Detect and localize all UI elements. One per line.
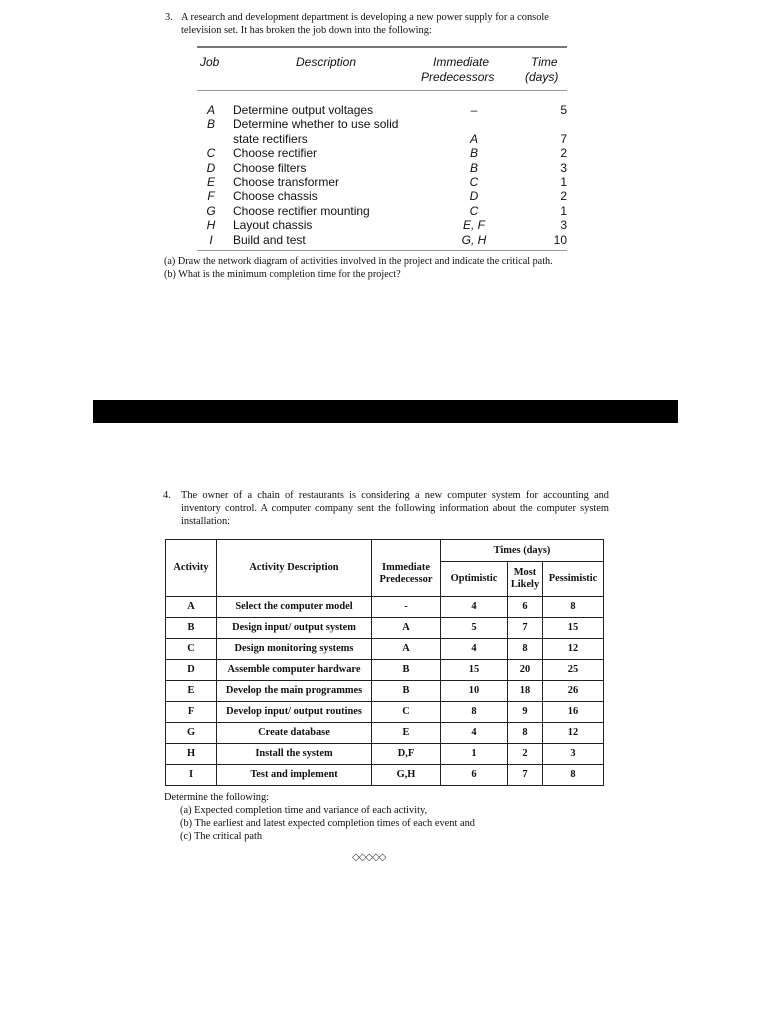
header-pessimistic: Pessimistic xyxy=(543,562,604,597)
optimistic-cell: 6 xyxy=(441,765,508,786)
job-cell: I xyxy=(209,232,213,247)
header-time-line-2: (days) xyxy=(525,70,559,84)
end-ornament: ◇◇◇◇◇ xyxy=(352,852,386,863)
description-cell: Develop the main programmes xyxy=(217,681,372,702)
header-likely-line-2: Likely xyxy=(510,579,540,590)
predecessor-cell: B xyxy=(469,146,478,161)
activity-table-body xyxy=(166,597,604,786)
description-cell: Select the computer model xyxy=(217,597,372,618)
table-row xyxy=(166,597,604,618)
job-row xyxy=(197,103,567,117)
description-cell: Build and test xyxy=(233,232,306,247)
most-likely-cell: 7 xyxy=(508,765,543,786)
job-cell: A xyxy=(206,103,215,117)
determine-item-a: (a) Expected completion time and variance of each activity, xyxy=(180,805,428,816)
table-row xyxy=(166,765,604,786)
table-row xyxy=(166,681,604,702)
table-row xyxy=(166,639,604,660)
most-likely-cell: 7 xyxy=(508,618,543,639)
optimistic-cell: 8 xyxy=(441,702,508,723)
question-4-text: The owner of a chain of restaurants is considering a new computer system for accounting and inventory control. A computer company sent the following information about the computer system installation: xyxy=(181,490,609,527)
predecessor-cell xyxy=(435,117,513,131)
header-description: Description xyxy=(295,55,357,69)
job-row xyxy=(197,117,567,131)
description-cell: Layout chassis xyxy=(233,218,313,233)
predecessor-cell: D,F xyxy=(372,744,441,765)
determine-item-b: (b) The earliest and latest expected completion times of each event and xyxy=(180,818,475,829)
pessimistic-cell: 8 xyxy=(543,597,604,618)
description-cell: Determine output voltages xyxy=(233,103,374,117)
table-row xyxy=(166,618,604,639)
predecessor-cell: C xyxy=(469,203,479,218)
time-cell: 1 xyxy=(560,175,567,190)
pessimistic-cell: 12 xyxy=(543,723,604,744)
job-cell xyxy=(197,132,225,146)
header-most-likely xyxy=(508,562,543,597)
activity-cell: H xyxy=(166,744,217,765)
activity-cell: C xyxy=(166,639,217,660)
time-cell: 3 xyxy=(560,218,567,233)
predecessor-cell: C xyxy=(372,702,441,723)
redaction-bar xyxy=(93,400,678,423)
most-likely-cell: 20 xyxy=(508,660,543,681)
table-row xyxy=(166,702,604,723)
pessimistic-cell: 26 xyxy=(543,681,604,702)
header-activity-description: Activity Description xyxy=(217,540,372,597)
header-pred-line-2: Predecessors xyxy=(421,70,495,84)
most-likely-cell: 18 xyxy=(508,681,543,702)
pessimistic-cell: 25 xyxy=(543,660,604,681)
predecessor-cell: B xyxy=(372,681,441,702)
time-cell: 3 xyxy=(560,160,567,175)
description-cell: Test and implement xyxy=(217,765,372,786)
pessimistic-cell: 16 xyxy=(543,702,604,723)
job-cell: E xyxy=(206,175,215,190)
job-row xyxy=(197,204,567,218)
optimistic-cell: 4 xyxy=(441,639,508,660)
pessimistic-cell: 3 xyxy=(543,744,604,765)
time-cell: 5 xyxy=(560,103,567,117)
job-table-header xyxy=(197,48,567,85)
job-cell: B xyxy=(206,117,215,132)
optimistic-cell: 4 xyxy=(441,723,508,744)
activity-cell: D xyxy=(166,660,217,681)
job-row xyxy=(197,233,567,247)
header-times-days: Times (days) xyxy=(441,540,604,562)
description-cell: Choose rectifier xyxy=(233,146,318,161)
question-3-text-line-2: television set. It has broken the job down into the following: xyxy=(181,25,432,36)
question-3-parts xyxy=(164,255,553,281)
job-table xyxy=(197,46,567,251)
activity-cell: A xyxy=(166,597,217,618)
header-optimistic: Optimistic xyxy=(441,562,508,597)
question-4-determine xyxy=(164,791,475,843)
optimistic-cell: 4 xyxy=(441,597,508,618)
description-cell: Choose transformer xyxy=(233,175,340,190)
question-3-intro xyxy=(165,11,615,37)
time-cell xyxy=(513,117,567,131)
predecessor-cell: C xyxy=(469,175,479,190)
question-3-line-2 xyxy=(165,24,615,37)
description-cell: Develop input/ output routines xyxy=(217,702,372,723)
most-likely-cell: 8 xyxy=(508,639,543,660)
question-3-part-b: (b) What is the minimum completion time for the project? xyxy=(164,269,401,280)
time-cell: 7 xyxy=(560,131,567,146)
question-3-part-a: (a) Draw the network diagram of activities involved in the project and indicate the critical path. xyxy=(164,256,553,267)
predecessor-cell: B xyxy=(469,160,478,175)
table-row xyxy=(166,660,604,681)
description-cell: Determine whether to use solid xyxy=(233,117,399,132)
optimistic-cell: 1 xyxy=(441,744,508,765)
activity-table xyxy=(165,539,604,786)
job-row xyxy=(197,146,567,160)
time-cell: 2 xyxy=(560,189,567,204)
determine-item-c: (c) The critical path xyxy=(180,831,263,842)
header-likely-line-1: Most xyxy=(513,567,537,578)
predecessor-cell: E, F xyxy=(462,218,485,233)
predecessor-cell: A xyxy=(469,131,478,146)
job-row xyxy=(197,189,567,203)
predecessor-cell: G, H xyxy=(461,232,487,247)
predecessor-cell: A xyxy=(372,639,441,660)
most-likely-cell: 9 xyxy=(508,702,543,723)
description-cell: Design monitoring systems xyxy=(217,639,372,660)
question-4-intro xyxy=(163,489,609,528)
predecessor-cell: E xyxy=(372,723,441,744)
job-cell: F xyxy=(207,189,215,204)
description-cell: Design input/ output system xyxy=(217,618,372,639)
job-table-body xyxy=(197,91,567,247)
table-row xyxy=(166,744,604,765)
activity-cell: I xyxy=(166,765,217,786)
time-cell: 10 xyxy=(553,232,567,247)
time-cell: 2 xyxy=(560,146,567,161)
header-pred-line-1: Immediate xyxy=(382,562,430,573)
optimistic-cell: 15 xyxy=(441,660,508,681)
description-cell: Install the system xyxy=(217,744,372,765)
question-3-line-1 xyxy=(165,11,615,24)
predecessor-cell: G,H xyxy=(372,765,441,786)
pessimistic-cell: 12 xyxy=(543,639,604,660)
activity-cell: B xyxy=(166,618,217,639)
job-row xyxy=(197,161,567,175)
activity-cell: G xyxy=(166,723,217,744)
description-cell: Choose chassis xyxy=(233,189,318,204)
description-cell: Choose filters xyxy=(233,160,307,175)
most-likely-cell: 6 xyxy=(508,597,543,618)
pessimistic-cell: 15 xyxy=(543,618,604,639)
header-pred-line-2: Predecessor xyxy=(379,574,433,585)
header-immediate-predecessor xyxy=(372,540,441,597)
job-cell: H xyxy=(206,218,216,233)
optimistic-cell: 10 xyxy=(441,681,508,702)
header-pred-line-1: Immediate xyxy=(433,55,490,69)
description-cell: Assemble computer hardware xyxy=(217,660,372,681)
description-cell: Create database xyxy=(217,723,372,744)
optimistic-cell: 5 xyxy=(441,618,508,639)
job-cell: G xyxy=(206,203,216,218)
predecessor-cell: – xyxy=(470,103,478,117)
description-cell: state rectifiers xyxy=(233,131,308,146)
pessimistic-cell: 8 xyxy=(543,765,604,786)
activity-cell: F xyxy=(166,702,217,723)
most-likely-cell: 2 xyxy=(508,744,543,765)
determine-heading: Determine the following: xyxy=(164,792,270,803)
predecessor-cell: - xyxy=(372,597,441,618)
header-time-line-1: Time xyxy=(531,55,558,69)
question-3-text-line-1: A research and development department is developing a new power supply for a console xyxy=(181,12,549,23)
table-bottom-rule xyxy=(197,250,567,251)
job-row xyxy=(197,175,567,189)
predecessor-cell: A xyxy=(372,618,441,639)
job-cell: C xyxy=(206,146,216,161)
job-cell: D xyxy=(206,160,216,175)
most-likely-cell: 8 xyxy=(508,723,543,744)
question-3-number: 3. xyxy=(165,12,173,23)
time-cell: 1 xyxy=(560,203,567,218)
job-row xyxy=(197,132,567,146)
header-time xyxy=(521,55,567,85)
activity-cell: E xyxy=(166,681,217,702)
header-predecessors xyxy=(421,55,521,85)
question-4-number: 4. xyxy=(163,490,171,501)
header-job: Job xyxy=(200,55,220,69)
predecessor-cell: D xyxy=(469,189,479,204)
predecessor-cell: B xyxy=(372,660,441,681)
job-row xyxy=(197,218,567,232)
header-activity: Activity xyxy=(166,540,217,597)
table-row xyxy=(166,723,604,744)
description-cell: Choose rectifier mounting xyxy=(233,203,370,218)
